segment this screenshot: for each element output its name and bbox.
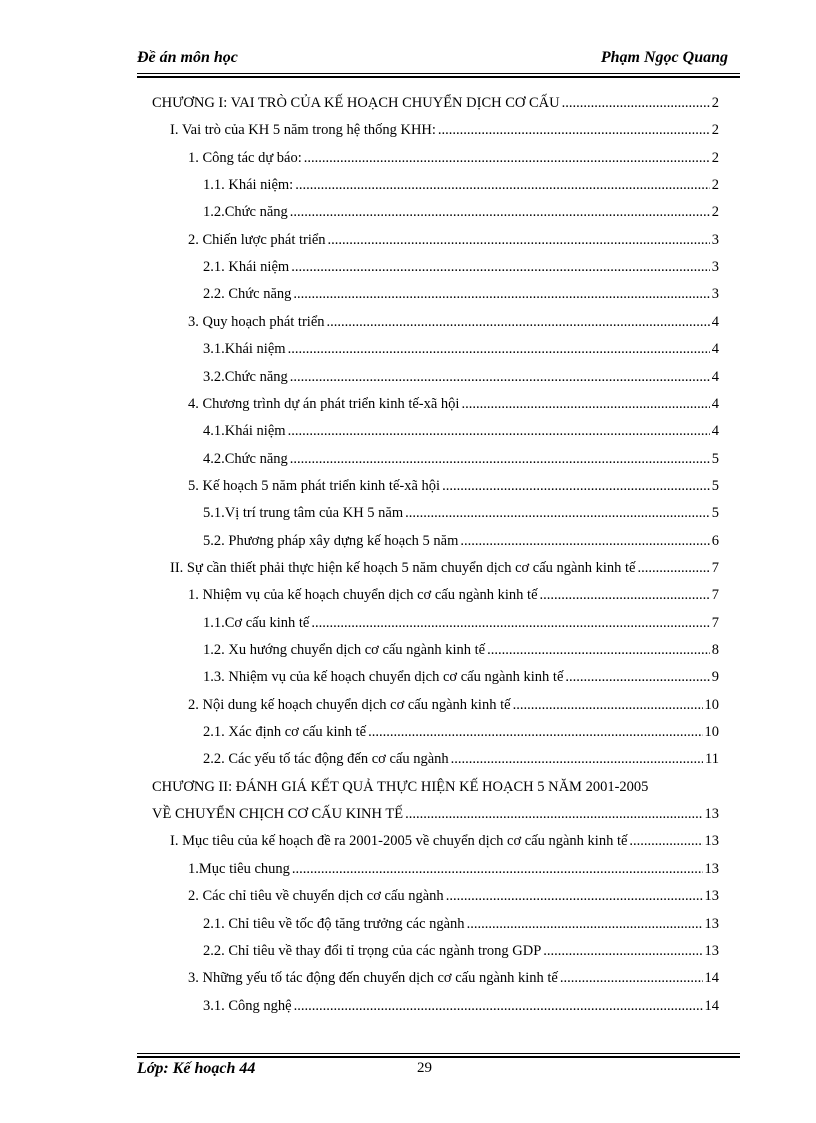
toc-dot-leader (565, 665, 709, 689)
toc-entry[interactable] (188, 693, 719, 717)
toc-entry-page: 7 (711, 587, 719, 604)
toc-entry-page: 3 (711, 286, 719, 303)
toc-entry[interactable] (203, 939, 719, 963)
toc-entry-title: 3.1.Khái niệm (203, 341, 286, 358)
toc-entry[interactable] (170, 829, 719, 853)
toc-entry-page: 10 (704, 696, 719, 713)
toc-dot-leader (461, 392, 709, 416)
toc-entry-page: 13 (704, 942, 719, 959)
toc-entry-page: 2 (711, 177, 719, 194)
toc-entry-page: 11 (705, 751, 719, 768)
toc-entry[interactable] (203, 994, 719, 1018)
toc-dot-leader (327, 310, 710, 334)
toc-dot-leader (438, 118, 710, 142)
header-course-title: Đề án môn học (137, 49, 238, 66)
toc-entry-title: 4.2.Chức năng (203, 450, 288, 467)
toc-entry[interactable] (188, 583, 719, 607)
toc-entry-title: 5.2. Phương pháp xây dựng kế hoạch 5 năm (203, 532, 459, 549)
toc-dot-leader (290, 447, 710, 471)
toc-entry[interactable] (203, 611, 719, 635)
toc-dot-leader (638, 556, 710, 580)
toc-dot-leader (290, 365, 710, 389)
toc-entry-title: 2. Các chỉ tiêu về chuyển dịch cơ cấu ngành (188, 888, 444, 905)
toc-entry-page: 14 (704, 997, 719, 1014)
page-footer (137, 1060, 740, 1084)
toc-entry-title: 5. Kế hoạch 5 năm phát triển kinh tế-xã hội (188, 477, 441, 494)
toc-entry-title: 1. Công tác dự báo: (188, 149, 302, 166)
toc-entry-title: 3. Những yếu tố tác động đến chuyển dịch cơ cấu ngành kinh tế (188, 970, 558, 987)
toc-dot-leader (467, 912, 703, 936)
toc-dot-leader (513, 693, 703, 717)
toc-entry-page: 13 (704, 806, 719, 823)
header-divider (137, 73, 740, 78)
toc-dot-leader (405, 501, 710, 525)
toc-dot-leader (295, 173, 710, 197)
toc-entry-page: 2 (711, 149, 719, 166)
toc-entry-page: 8 (711, 642, 719, 658)
toc-dot-leader (304, 146, 710, 170)
toc-entry-title: 2.1. Chỉ tiêu về tốc độ tăng trưởng các ngành (203, 915, 465, 932)
toc-entry-title: 2.1. Xác định cơ cấu kinh tế (203, 724, 367, 741)
toc-entry[interactable] (203, 447, 719, 471)
toc-entry-page: 10 (704, 724, 719, 741)
toc-entry-page: 13 (704, 860, 719, 877)
toc-entry[interactable] (188, 392, 719, 416)
toc-dot-leader (442, 474, 710, 498)
toc-entry[interactable] (170, 118, 719, 142)
toc-entry-title: 3.1. Công nghệ (203, 997, 292, 1014)
toc-dot-leader (560, 966, 703, 990)
toc-dot-leader (405, 802, 702, 826)
toc-entry-title: 4. Chương trình dự án phát triển kinh tế-xã hội (188, 395, 460, 412)
toc-entry-title: 2.2. Chỉ tiêu về thay đổi tỉ trọng của các ngành trong GDP (203, 942, 542, 959)
toc-entry[interactable] (188, 146, 719, 170)
toc-entry-page: 7 (711, 559, 719, 576)
toc-entry[interactable] (203, 912, 719, 936)
toc-entry[interactable] (152, 91, 719, 115)
toc-entry-page: 5 (711, 450, 719, 467)
toc-entry-title: CHƯƠNG II: ĐÁNH GIÁ KẾT QUẢ THỰC HIỆN KẾ HOẠCH 5 NĂM 2001-2005 (152, 778, 649, 795)
toc-entry-title: 2.1. Khái niệm (203, 259, 290, 276)
toc-dot-leader (292, 857, 703, 881)
toc-entry[interactable] (203, 173, 719, 197)
toc-dot-leader (290, 200, 710, 224)
toc-entry[interactable] (203, 282, 719, 306)
toc-entry[interactable] (188, 966, 719, 990)
toc-entry-page: 7 (711, 614, 719, 631)
toc-entry-page: 5 (711, 477, 719, 494)
toc-entry[interactable] (203, 337, 719, 361)
toc-dot-leader (291, 255, 710, 279)
toc-entry[interactable] (152, 802, 719, 826)
toc-entry-page: 2 (711, 204, 719, 221)
toc-entry[interactable] (188, 228, 719, 252)
toc-entry-title: I. Mục tiêu của kế hoạch đề ra 2001-2005 về chuyển dịch cơ cấu ngành kinh tế (170, 833, 628, 850)
toc-entry[interactable] (203, 255, 719, 279)
toc-entry[interactable] (188, 884, 719, 908)
toc-entry-title: 1.2.Chức năng (203, 204, 288, 221)
toc-entry[interactable] (188, 857, 719, 881)
header-author-name: Phạm Ngọc Quang (600, 49, 728, 66)
toc-entry-page: 2 (711, 122, 719, 139)
toc-entry-page: 13 (704, 915, 719, 932)
toc-entry-page: 13 (704, 888, 719, 905)
toc-dot-leader (294, 994, 703, 1018)
toc-entry-title: 2.2. Các yếu tố tác động đến cơ cấu ngành (203, 751, 449, 768)
toc-entry-title: 5.1.Vị trí trung tâm của KH 5 năm (203, 505, 404, 522)
toc-entry[interactable] (203, 200, 719, 224)
toc-entry-page: 4 (711, 313, 719, 330)
toc-entry-page: 14 (704, 970, 719, 987)
toc-entry-title: 4.1.Khái niệm (203, 423, 286, 440)
toc-entry-page: 4 (711, 368, 719, 385)
toc-dot-leader (460, 529, 709, 553)
toc-entry-page: 5 (711, 505, 719, 522)
toc-entry-page: 3 (711, 259, 719, 276)
toc-dot-leader (311, 611, 709, 635)
toc-entry[interactable] (203, 419, 719, 443)
toc-entry-title: 1.1.Cơ cấu kinh tế (203, 614, 310, 631)
toc-entry-title: I. Vai trò của KH 5 năm trong hệ thống KHH: (170, 122, 436, 139)
footer-class-name: Lớp: Kế hoạch 44 (137, 1060, 256, 1077)
toc-dot-leader (451, 747, 703, 771)
toc-entry-page: 4 (711, 423, 719, 440)
footer-page-number: 29 (417, 1060, 432, 1076)
footer-divider (137, 1053, 740, 1058)
toc-entry[interactable] (188, 474, 719, 498)
toc-entry[interactable] (203, 365, 719, 389)
toc-entry-page: 2 (711, 95, 719, 111)
toc-entry-title: 3. Quy hoạch phát triển (188, 313, 325, 330)
toc-entry-page: 4 (711, 341, 719, 358)
toc-dot-leader (540, 583, 710, 607)
toc-entry-title: 1.3. Nhiệm vụ của kế hoạch chuyển dịch cơ cấu ngành kinh tế (203, 669, 564, 686)
toc-entry[interactable] (203, 747, 719, 771)
toc-entry-title: 1. Nhiệm vụ của kế hoạch chuyển dịch cơ cấu ngành kinh tế (188, 587, 538, 604)
toc-entry[interactable] (203, 720, 719, 744)
toc-dot-leader (562, 91, 710, 115)
toc-entry-title: CHƯƠNG I: VAI TRÒ CỦA KẾ HOẠCH CHUYỂN DỊCH CƠ CẤU (152, 95, 560, 111)
toc-entry[interactable] (203, 665, 719, 689)
toc-entry-title: 1.1. Khái niệm: (203, 177, 294, 194)
toc-entry[interactable] (203, 638, 719, 662)
toc-entry-page: 13 (704, 833, 719, 850)
toc-dot-leader (543, 939, 702, 963)
toc-entry[interactable] (203, 529, 719, 553)
toc-entry-title: 1.Mục tiêu chung (188, 860, 290, 877)
toc-dot-leader (629, 829, 702, 853)
toc-entry-page: 4 (711, 395, 719, 412)
toc-entry-title: 2. Chiến lược phát triển (188, 231, 326, 248)
toc-dot-leader (288, 337, 710, 361)
toc-entry-title: VỀ CHUYỂN CHỊCH CƠ CẤU KINH TẾ (152, 806, 404, 823)
toc-entry-title: 3.2.Chức năng (203, 368, 288, 385)
toc-entry[interactable] (170, 556, 719, 580)
toc-entry-title: 2. Nội dung kế hoạch chuyển dịch cơ cấu ngành kinh tế (188, 696, 511, 713)
page-header (137, 47, 740, 71)
toc-entry-title: 1.2. Xu hướng chuyển dịch cơ cấu ngành kinh tế (203, 642, 486, 658)
toc-entry[interactable] (152, 775, 719, 799)
toc-entry[interactable] (188, 310, 719, 334)
toc-dot-leader (487, 638, 710, 662)
toc-entry-page: 9 (711, 669, 719, 686)
toc-dot-leader (328, 228, 710, 252)
toc-entry-title: 2.2. Chức năng (203, 286, 292, 303)
toc-dot-leader (368, 720, 702, 744)
toc-dot-leader (293, 282, 709, 306)
toc-entry-page: 3 (711, 231, 719, 248)
toc-dot-leader (288, 419, 710, 443)
toc-entry[interactable] (203, 501, 719, 525)
toc-dot-leader (446, 884, 703, 908)
toc-entry-page: 6 (711, 532, 719, 549)
toc-entry-title: II. Sự cần thiết phải thực hiện kế hoạch 5 năm chuyển dịch cơ cấu ngành kinh tế (170, 559, 636, 576)
